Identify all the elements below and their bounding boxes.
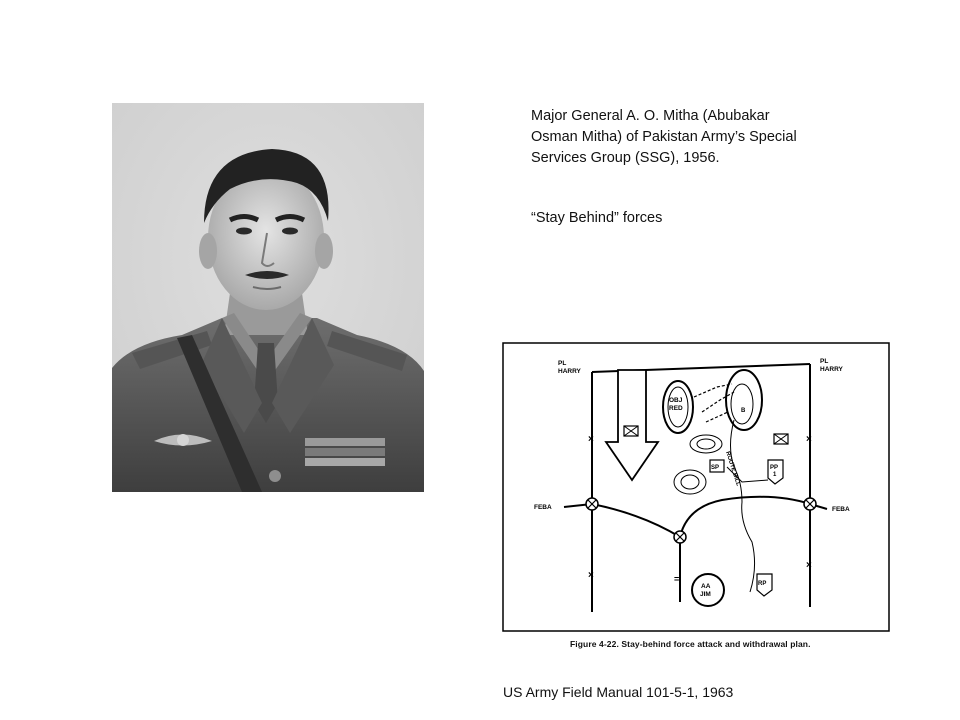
route-mark: = (674, 574, 680, 584)
pl-right-label-1: PL (820, 358, 829, 365)
aa-label-2: JIM (700, 591, 711, 598)
pp-label-2: 1 (773, 472, 777, 478)
pl-left-label-1: PL (558, 360, 567, 367)
assembly-area (692, 574, 724, 606)
boundary-x-mark: × (588, 570, 594, 581)
caption-line: Osman Mitha) of Pakistan Army’s Special (531, 129, 797, 145)
obj-label-2: RED (669, 405, 683, 412)
obj-b-label: B (741, 408, 746, 414)
obj-label-1: OBJ (669, 397, 683, 404)
sp-label: SP (711, 465, 720, 471)
photo-caption (531, 106, 861, 169)
tactical-diagram (502, 342, 890, 632)
feba-left-label: FEBA (534, 504, 552, 511)
subtitle: “Stay Behind” forces (531, 210, 663, 226)
source-citation: US Army Field Manual 101-5-1, 1963 (503, 684, 734, 700)
portrait-photo (112, 103, 424, 492)
boundary-x-mark: × (588, 434, 594, 445)
boundary-x-mark: × (806, 434, 812, 445)
boundary-x-mark: × (806, 560, 812, 571)
pp-label-1: PP (770, 465, 779, 471)
feba-right-label: FEBA (832, 506, 850, 513)
rp-label: RP (758, 581, 767, 587)
aa-label-1: AA (701, 583, 711, 590)
pl-right-label-2: HARRY (820, 366, 843, 373)
caption-line: Services Group (SSG), 1956. (531, 150, 720, 166)
pl-left-label-2: HARRY (558, 368, 581, 375)
figure-caption: Figure 4-22. Stay-behind force attack and withdrawal plan. (570, 639, 811, 649)
route-label: ROUTE BILL (724, 450, 741, 487)
caption-line: Major General A. O. Mitha (Abubakar (531, 108, 770, 124)
